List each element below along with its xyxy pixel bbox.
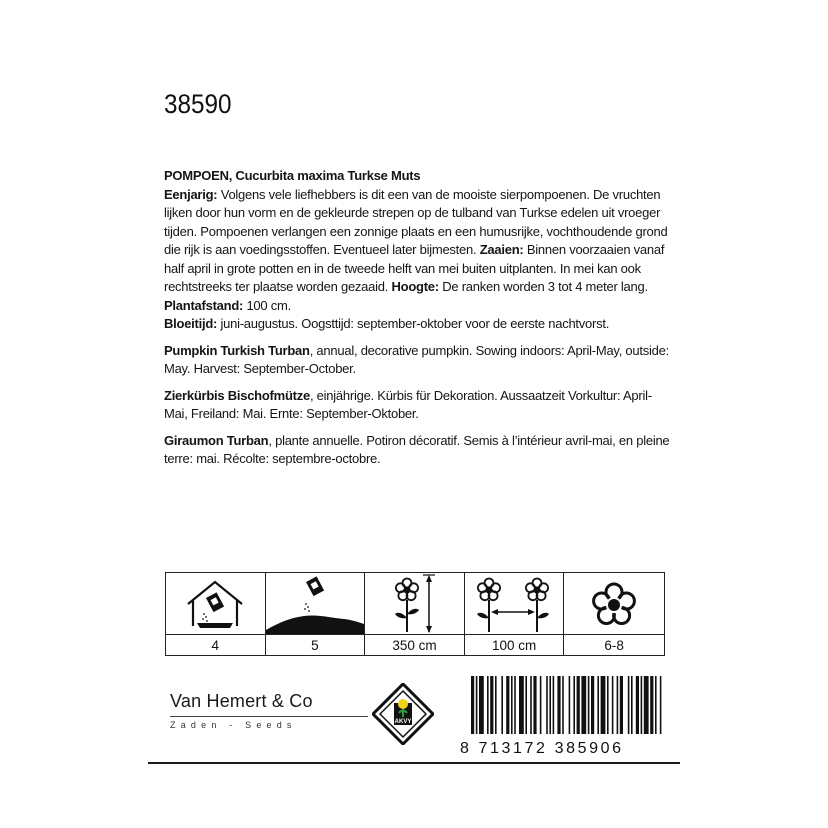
german-description	[164, 387, 674, 424]
barcode-bar	[511, 676, 513, 734]
flowering-period-value: 6-8	[604, 638, 624, 653]
barcode-bar	[660, 676, 662, 734]
article-number: 38590	[164, 89, 232, 119]
plant-spacing-value: 100 cm	[465, 635, 565, 656]
bloeitijd-text: juni-augustus. Oogsttijd: september-oktober voor de eerste nachtvorst.	[217, 316, 610, 331]
german-name: Zierkürbis Bischofmütze	[164, 387, 310, 403]
barcode-bar	[487, 676, 489, 734]
barcode-bar	[577, 676, 580, 734]
barcode-bar	[533, 676, 536, 734]
barcode-bar	[581, 676, 586, 734]
barcode-bar	[546, 676, 548, 734]
barcode-number: 8 713172 385906	[460, 740, 624, 757]
german-text: , einjährige. Kürbis für Dekoration. Aussaatzeit Vorkultur: April-Mai, Freiland: Mai. Ernte: September-Oktober.	[164, 387, 652, 421]
plant-height-icon	[365, 573, 465, 635]
dutch-title: POMPOEN, Cucurbita maxima Turkse Muts	[164, 168, 421, 183]
pictogram-table	[165, 572, 665, 656]
barcode-bar	[597, 676, 599, 734]
barcode-bar	[540, 676, 542, 734]
hoogte-text: De ranken worden 3 tot 4 meter lang.	[438, 279, 648, 294]
barcode-bar	[479, 676, 484, 734]
barcode-bar	[549, 676, 551, 734]
indoor-sowing-month: 4	[166, 635, 266, 656]
brand-divider	[170, 716, 368, 717]
english-text: , annual, decorative pumpkin. Sowing indoors: April-May, outside: May. Harvest: September-October.	[164, 342, 669, 376]
outdoor-sowing-icon	[266, 573, 366, 635]
barcode-bar	[591, 676, 594, 734]
eenjarig-label: Eenjarig:	[164, 186, 218, 202]
barcode-bar	[562, 676, 564, 734]
french-description	[164, 432, 674, 469]
plant-spacing-icon	[465, 573, 565, 635]
barcode-bar	[644, 676, 649, 734]
barcode-bar	[519, 676, 524, 734]
barcode-bar	[631, 676, 633, 734]
zaaien-text: Binnen voorzaaien vanaf half april in grote potten en in de tweede helft van mei buiten uitplanten. In mei kan ook rechtstreeks ter plaatse worden gezaaid.	[164, 242, 665, 294]
indoor-sowing-icon	[166, 573, 266, 635]
barcode-bar	[641, 676, 643, 734]
description-block	[164, 167, 674, 477]
flowering-icon	[564, 573, 664, 635]
barcode-bar	[525, 676, 527, 734]
barcode-bar	[471, 676, 474, 734]
zaaien-label: Zaaien:	[479, 242, 524, 257]
barcode-bar	[569, 676, 571, 734]
barcode-bar	[628, 676, 630, 734]
svg-text:AKVY: AKVY	[394, 719, 412, 725]
barcode	[471, 676, 663, 734]
barcode-bar	[553, 676, 555, 734]
barcode-bar	[588, 676, 590, 734]
barcode-bar	[612, 676, 614, 734]
barcode-bar	[601, 676, 606, 734]
barcode-bar	[530, 676, 532, 734]
barcode-bar	[620, 676, 623, 734]
bottom-rule	[148, 762, 680, 764]
brand-name: Van Hemert & Co	[170, 691, 313, 711]
hoogte-label: Hoogte:	[391, 279, 439, 294]
barcode-bar	[501, 676, 503, 734]
plant-height-value: 350 cm	[365, 635, 465, 656]
barcode-bar	[476, 676, 478, 734]
brand-subtitle: Zaden - Seeds	[170, 720, 297, 730]
plantafstand-label: Plantafstand:	[164, 297, 244, 313]
barcode-bar	[506, 676, 509, 734]
bloeitijd-label: Bloeitijd:	[164, 316, 218, 331]
english-name: Pumpkin Turkish Turban	[164, 342, 310, 358]
barcode-bar	[617, 676, 619, 734]
english-description	[164, 342, 674, 379]
barcode-bar	[650, 676, 653, 734]
barcode-bar	[607, 676, 609, 734]
barcode-bar	[636, 676, 639, 734]
barcode-bar	[495, 676, 497, 734]
quality-seal-icon	[372, 683, 434, 745]
barcode-bar	[573, 676, 575, 734]
brand-logo	[170, 691, 368, 730]
outdoor-sowing-month: 5	[266, 635, 366, 656]
barcode-bar	[490, 676, 493, 734]
barcode-bar	[514, 676, 516, 734]
french-name: Giraumon Turban	[164, 432, 269, 448]
dutch-description	[164, 167, 674, 334]
barcode-bar	[557, 676, 560, 734]
barcode-bar	[655, 676, 657, 734]
french-text: , plante annuelle. Potiron décoratif. Semis à l’intérieur avril-mai, en pleine terre: mai. Récolte: septembre-octobre.	[164, 432, 670, 466]
eenjarig-text: Volgens vele liefhebbers is dit een van de mooiste sierpompoenen. De vruchten lijken door hun vorm en de gekleurde strepen op de tulband van Turkse edelen uit vroeger tijden. Pompoenen verlangen een zonnige plaats en een humusrijke, vochthoudende grond die rijk is aan voedingsstoffen. Eventueel later bijmesten.	[164, 186, 668, 257]
plantafstand-text: 100 cm.	[243, 297, 291, 313]
